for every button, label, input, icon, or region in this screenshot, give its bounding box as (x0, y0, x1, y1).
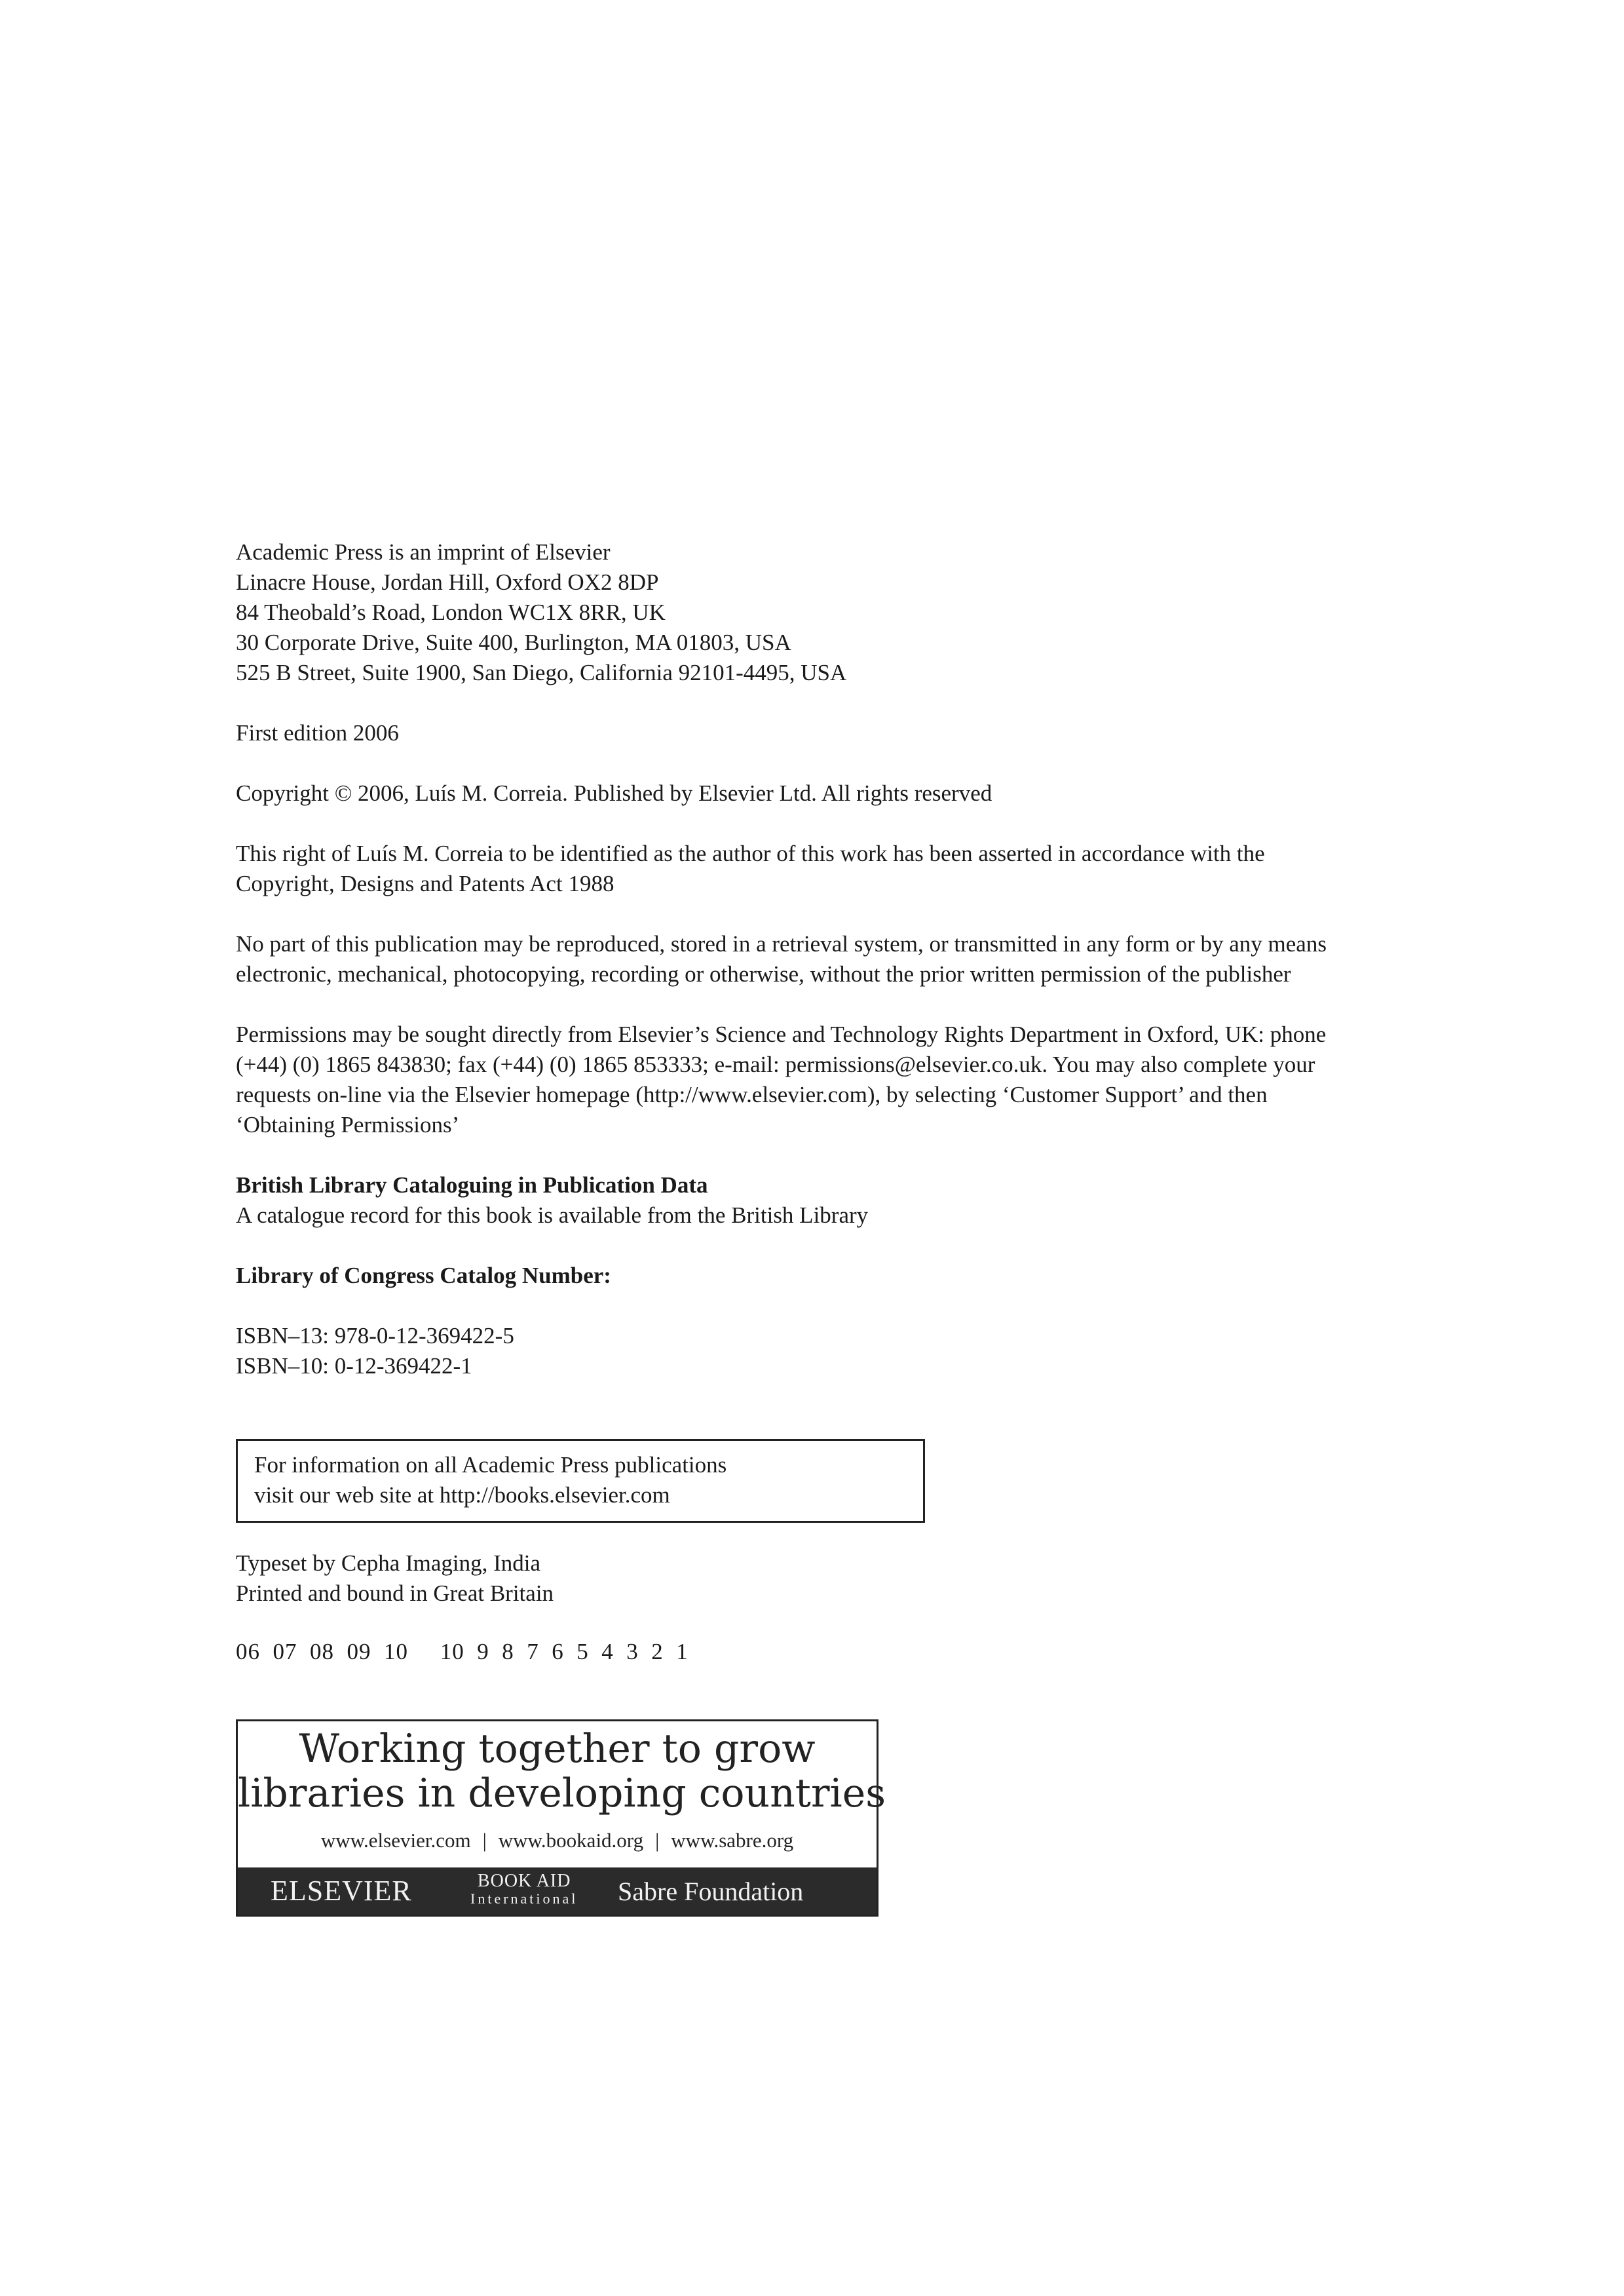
address-line-4: 30 Corporate Drive, Suite 400, Burlington, MA 01803, USA (236, 630, 791, 655)
copyright-statement: Copyright © 2006, Luís M. Correia. Published by Elsevier Ltd. All rights reserved (236, 780, 992, 806)
url-separator: | (655, 1829, 660, 1852)
address-line-5: 525 B Street, Suite 1900, San Diego, California 92101-4495, USA (236, 660, 847, 685)
isbn-10: ISBN–10: 0-12-369422-1 (236, 1353, 472, 1379)
elsevier-logo: ELSEVIER (271, 1875, 412, 1907)
imprint-text-block (236, 537, 1336, 1381)
banner-logo-strip (238, 1867, 877, 1915)
edition-statement: First edition 2006 (236, 720, 399, 746)
loc-heading: Library of Congress Catalog Number: (236, 1263, 611, 1288)
print-line: 06 07 08 09 10 10 9 8 7 6 5 4 3 2 1 (236, 1639, 689, 1664)
british-library-text: A catalogue record for this book is available from the British Library (236, 1202, 869, 1228)
banner-url-bookaid[interactable]: www.bookaid.org (498, 1829, 644, 1852)
typeset-credit: Typeset by Cepha Imaging, India (236, 1550, 541, 1576)
sabre-foundation-logo: Sabre Foundation (618, 1877, 804, 1906)
banner-headline (238, 1721, 886, 1816)
address-line-1: Academic Press is an imprint of Elsevier (236, 539, 611, 565)
bookaid-logo (470, 1871, 578, 1907)
reproduction-notice: No part of this publication may be reproduced, stored in a retrieval system, or transmitted in any form or by any means electronic, mechanical, photocopying, recording or otherwise, without the prior written permission of the publisher (236, 931, 1327, 987)
moral-rights-statement: This right of Luís M. Correia to be identified as the author of this work has been asserted in accordance with the Copyright, Designs and Patents Act 1988 (236, 841, 1265, 896)
banner-headline-2: libraries in developing countries (238, 1770, 886, 1816)
permissions-statement: Permissions may be sought directly from Elsevier’s Science and Technology Rights Department in Oxford, UK: phone (+44) (0) 1865 843830; fax (+44) (0) 1865 853333; e-mail: permissions@elsevier.co.uk. You may also complete your requests on-line via the Elsevier homepage (http://www.elsevier.com), by selecting ‘Customer Support’ and then ‘Obtaining Permissions’ (236, 1022, 1327, 1138)
info-box-line-1: For information on all Academic Press publications (254, 1452, 727, 1478)
banner-url-sabre[interactable]: www.sabre.org (671, 1829, 794, 1852)
address-line-2: Linacre House, Jordan Hill, Oxford OX2 8DP (236, 569, 659, 595)
banner-urls (238, 1827, 877, 1854)
url-separator: | (482, 1829, 487, 1852)
isbn-13: ISBN–13: 978-0-12-369422-5 (236, 1323, 514, 1349)
bookaid-logo-bottom: International (470, 1890, 578, 1907)
info-box-line-2: visit our web site at http://books.elsevier.com (254, 1482, 670, 1508)
british-library-heading: British Library Cataloguing in Publication Data (236, 1172, 708, 1198)
printed-credit: Printed and bound in Great Britain (236, 1580, 554, 1606)
address-line-3: 84 Theobald’s Road, London WC1X 8RR, UK (236, 600, 666, 625)
banner-headline-1: Working together to grow (299, 1726, 816, 1772)
banner-url-elsevier[interactable]: www.elsevier.com (320, 1829, 471, 1852)
production-credits (236, 1548, 1336, 1609)
bookaid-logo-top: BOOK AID (477, 1871, 571, 1891)
publications-info-box (236, 1439, 925, 1523)
library-aid-banner (236, 1719, 886, 1917)
